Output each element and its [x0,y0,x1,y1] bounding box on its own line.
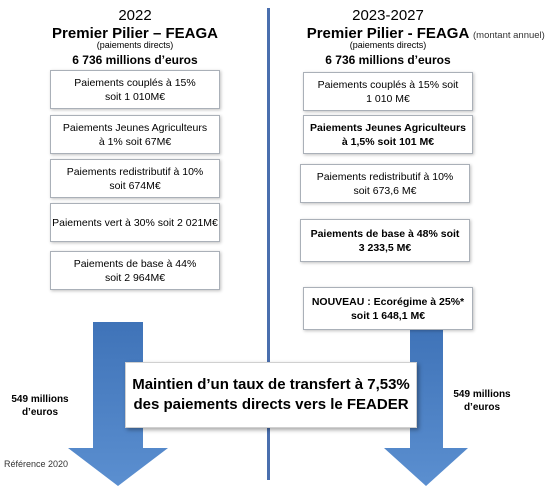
box-line: à 1,5% soit 101 M€ [341,135,435,148]
box-line: Paiements de base à 48% soit [310,227,460,240]
box-line: soit 673,6 M€ [353,184,417,197]
right-transfer-amount [448,388,516,414]
box-line: Paiements couplés à 15% soit [317,78,459,91]
left-year: 2022 [118,7,152,24]
right-subtitle: (paiements directs) [349,40,427,50]
right-box-base [300,219,470,262]
transfer-amount-line: d’euros [463,402,501,413]
box-line: Paiements de base à 44% [73,257,197,270]
transfer-rate-line: des paiements directs vers le FEADER [133,396,409,413]
box-line: NOUVEAU : Ecorégime à 25%* [311,295,465,308]
box-line: à 1% soit 67M€ [98,135,172,148]
left-transfer-amount [6,393,74,419]
left-pillar-title: Premier Pilier – FEAGA [52,25,218,42]
right-box-couples [303,72,473,111]
left-box-couples [50,70,220,109]
right-annual-note: (montant annuel) [473,30,545,41]
right-box-jeunes-agriculteurs [303,115,473,154]
box-line: Paiements Jeunes Agriculteurs [309,121,466,134]
box-line: Paiements couplés à 15% [74,76,196,89]
transfer-rate-box [125,362,417,428]
box-line: Paiements redistributif à 10% [316,170,454,183]
right-box-ecoregime [303,287,473,330]
left-subtitle: (paiements directs) [96,40,174,50]
box-line: soit 2 964M€ [104,271,166,284]
right-year: 2023-2027 [352,7,424,24]
box-line: Paiements vert à 30% soit 2 021M€ [52,216,218,229]
right-pillar-title: Premier Pilier - FEAGA [306,25,470,42]
left-total: 6 736 millions d’euros [72,53,198,67]
box-line: soit 1 648,1 M€ [350,309,426,322]
left-box-redistributif [50,159,220,198]
right-total: 6 736 millions d’euros [325,53,451,67]
transfer-amount-line: 549 millions [11,394,69,405]
transfer-amount-line: d’euros [21,407,59,418]
transfer-amount-line: 549 millions [453,389,511,400]
left-box-vert [50,203,220,242]
box-line: Paiements Jeunes Agriculteurs [62,121,208,134]
box-line: soit 1 010M€ [104,90,166,103]
transfer-rate-line: Maintien d’un taux de transfert à 7,53% [132,376,410,393]
right-box-redistributif [300,164,470,203]
box-line: 1 010 M€ [366,92,410,105]
box-line: soit 674M€ [109,179,161,192]
left-box-base [50,251,220,290]
box-line: Paiements redistributif à 10% [66,165,204,178]
reference-label: Référence 2020 [4,459,69,469]
box-line: 3 233,5 M€ [358,241,412,254]
left-box-jeunes-agriculteurs [50,115,220,154]
